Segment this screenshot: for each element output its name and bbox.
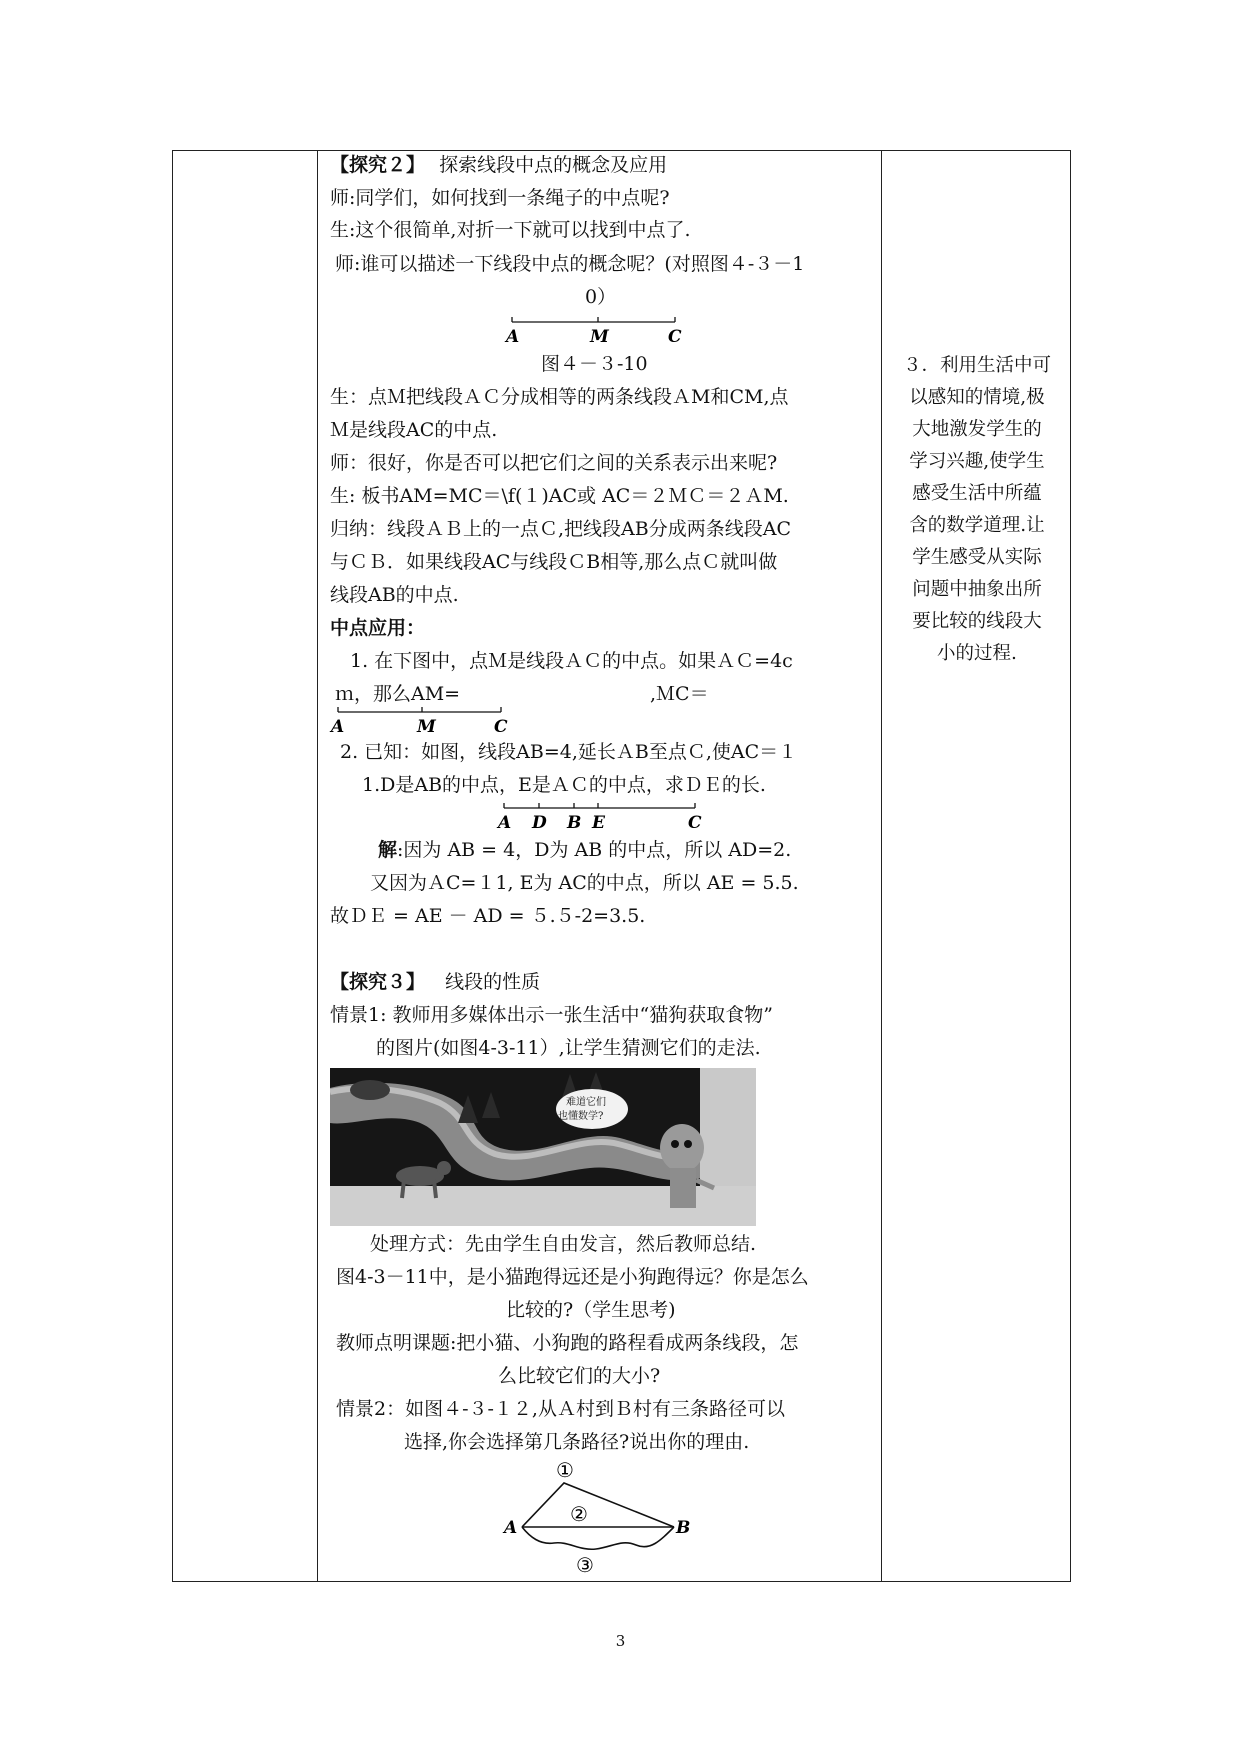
question-2-line-2: 1.D是AB的中点，E是ＡＣ的中点，求ＤＥ的长. [362,774,766,796]
path-1 [522,1483,674,1527]
cat-dog-illustration [330,1068,756,1226]
question-2-line-1: 2. 已知：如图，线段AB=4,延长ＡB至点Ｃ,使AC＝１ [340,741,798,763]
section2-tag: 【探究２】 [330,154,426,176]
solution-line-3: 故ＤＥ = AE － AD = ５.５-2=3.5. [330,905,646,927]
text-line: Ｍ是线段AC的中点. [330,419,498,441]
scenario-2-line-1: 情景2：如图４-３-１２,从Ａ村到Ｂ村有三条路径可以 [336,1398,785,1420]
text-line: 0） [585,286,617,308]
page-number: 3 [615,1632,626,1650]
text-line: 图4-3－11中，是小猫跑得远还是小狗跑得远？你是怎么 [336,1266,809,1288]
application-heading: 中点应用： [330,617,426,639]
path-3 [522,1527,674,1549]
text-line: 生：点Ｍ把线段ＡＣ分成相等的两条线段ＡM和CM,点 [330,386,789,408]
side-note-line: 学生感受从实际 [912,547,1042,568]
label-e: E [592,813,605,833]
side-note-line: 要比较的线段大 [912,611,1042,632]
text-line: 处理方式：先由学生自由发言，然后教师总结. [370,1233,757,1255]
text-line: 师:谁可以描述一下线段中点的概念呢？(对照图４-３－1 [335,253,805,275]
segment-figure-2 [326,702,526,738]
bubble-text-2: 也懂数学? [558,1111,604,1122]
question-1-line-2-right: ,ＭC＝ [650,683,709,705]
bubble-text-1: 难道它们 [566,1097,606,1108]
side-note-line: 问题中抽象出所 [912,579,1042,600]
text-line: 归纳：线段ＡＢ上的一点Ｃ,把线段AB分成两条线段AC [330,518,791,540]
question-1-line-2-left: ｍ，那么AM= [335,683,461,705]
text-line: 比较的?（学生思考) [506,1299,676,1321]
segment-figure-3 [494,798,714,834]
section2-title: 探索线段中点的概念及应用 [439,154,668,176]
side-note-line: 小的过程. [937,643,1017,664]
text-line: 与ＣＢ．如果线段AC与线段ＣB相等,那么点Ｃ就叫做 [330,551,778,573]
text-line: 师：很好，你是否可以把它们之间的关系表示出来呢? [330,452,778,474]
path-3-label: ③ [576,1553,594,1577]
segment-figure-1 [500,312,700,350]
label-m: M [590,327,609,347]
side-note-line: 大地激发学生的 [912,419,1042,440]
text-line: 生:这个很简单,对折一下就可以找到中点了. [330,219,691,241]
question-1-line-1: 1. 在下图中，点Ｍ是线段ＡＣ的中点。如果ＡＣ=4c [350,650,793,672]
label-m: M [417,717,436,737]
scenario-1-line-1: 情景1: 教师用多媒体出示一张生活中“猫狗获取食物” [330,1004,773,1026]
label-d: D [532,813,547,833]
section3-heading [330,970,540,994]
path-2-label: ② [570,1502,588,1526]
side-note-line: 学习兴趣,使学生 [909,451,1045,472]
label-b: B [567,813,582,833]
text-line: 师:同学们，如何找到一条绳子的中点呢? [330,187,670,209]
cat-dog-food-photo [330,1068,756,1226]
label-a: A [331,717,345,737]
side-note-line: ３．利用生活中可 [902,355,1051,376]
label-c: C [688,813,702,833]
solution-line-1 [378,838,791,862]
label-c: C [494,717,508,737]
side-note-line: 感受生活中所蕴 [912,483,1042,504]
label-a: A [506,327,520,347]
text-line: 教师点明课题:把小猫、小狗跑的路程看成两条线段，怎 [336,1332,799,1354]
path-1-label: ① [556,1458,574,1482]
label-c: C [668,327,682,347]
solution-label: 解 [378,839,398,861]
section3-tag: 【探究３】 [330,971,426,993]
scenario-1-line-2: 的图片(如图4-3-11）,让学生猜测它们的走法. [376,1037,761,1059]
scenario-2-line-2: 选择,你会选择第几条路径?说出你的理由. [404,1431,750,1453]
text-line: 线段AB的中点. [330,584,459,606]
side-note-line: 含的数学道理.让 [909,515,1045,536]
solution-line-2: 又因为ＡC=１1, E为 AC的中点，所以 AE = 5.5. [370,872,799,894]
side-note-line: 以感知的情境,极 [909,387,1045,408]
text-line: 么比较它们的大小? [498,1365,661,1387]
three-paths-figure [496,1455,696,1580]
label-a: A [498,813,512,833]
section3-title: 线段的性质 [445,971,541,993]
village-b-label: B [676,1518,691,1538]
section2-heading [330,153,667,177]
village-a-label: A [504,1518,518,1538]
figure-caption: 图４－３-10 [541,353,648,375]
side-note [882,350,1072,670]
text-line: 生: 板书AM=MC＝\f(１)AC或 AC＝２ＭＣ＝２ＡM. [330,485,789,507]
column-divider-1 [317,151,318,1581]
solution-text: :因为 AB = 4，D为 AB 的中点，所以 AD=2. [397,839,792,861]
